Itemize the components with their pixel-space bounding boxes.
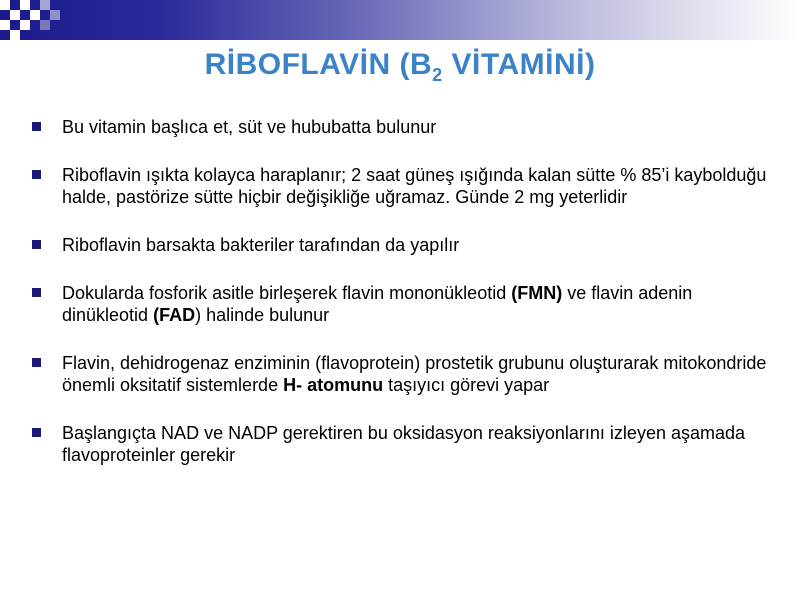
square-bullet-icon: [32, 358, 41, 367]
bullet-bold-h-atom: H- atomunu: [283, 375, 384, 395]
bullet-item-6: [30, 422, 780, 466]
square-bullet-icon: [32, 240, 41, 249]
square-bullet-icon: [32, 122, 41, 131]
bullet-text-part: Dokularda fosforik asitle birleşerek flavin mononükleotid: [62, 283, 512, 303]
bullet-text: Riboflavin ışıkta kolayca haraplanır; 2 saat güneş ışığında kalan sütte % 85’i kaybolduğu halde, pastörize sütte hiçbir değişikliğe uğramaz. Günde 2 mg yeterlidir: [62, 165, 767, 207]
checker-decoration: [0, 0, 800, 40]
square-bullet-icon: [32, 288, 41, 297]
bullet-text: Riboflavin barsakta bakteriler tarafından da yapılır: [62, 235, 460, 255]
bullet-item-4: [30, 282, 780, 326]
title-subscript: 2: [432, 65, 443, 85]
bullet-text: Bu vitamin başlıca et, süt ve hububatta bulunur: [62, 117, 437, 137]
bullet-list: [30, 116, 780, 492]
bullet-item-2: [30, 164, 780, 208]
bullet-text-part: ve flavin adenin dinükleotid: [62, 283, 693, 325]
bullet-text: Başlangıçta NAD ve NADP gerektiren bu oksidasyon reaksiyonlarını izleyen aşamada flavoproteinler gerekir: [62, 423, 746, 465]
square-bullet-icon: [32, 428, 41, 437]
bullet-text-part: Flavin, dehidrogenaz enziminin (flavoprotein) prostetik grubunu oluşturarak mitokondride önemli oksitatif sistemlerde: [62, 353, 767, 395]
bullet-text-part: ) halinde bulunur: [195, 305, 330, 325]
bullet-item-5: [30, 352, 780, 396]
bullet-item-1: [30, 116, 780, 138]
slide-title: [0, 48, 800, 86]
bullet-item-3: [30, 234, 780, 256]
title-rest: VİTAMİNİ): [442, 48, 596, 81]
bullet-text-part: taşıyıcı görevi yapar: [383, 375, 550, 395]
title-main: RİBOFLAVİN (B: [204, 48, 433, 81]
bullet-bold-fmn: (FMN): [511, 283, 563, 303]
square-bullet-icon: [32, 170, 41, 179]
bullet-bold-fad: (FAD: [153, 305, 196, 325]
